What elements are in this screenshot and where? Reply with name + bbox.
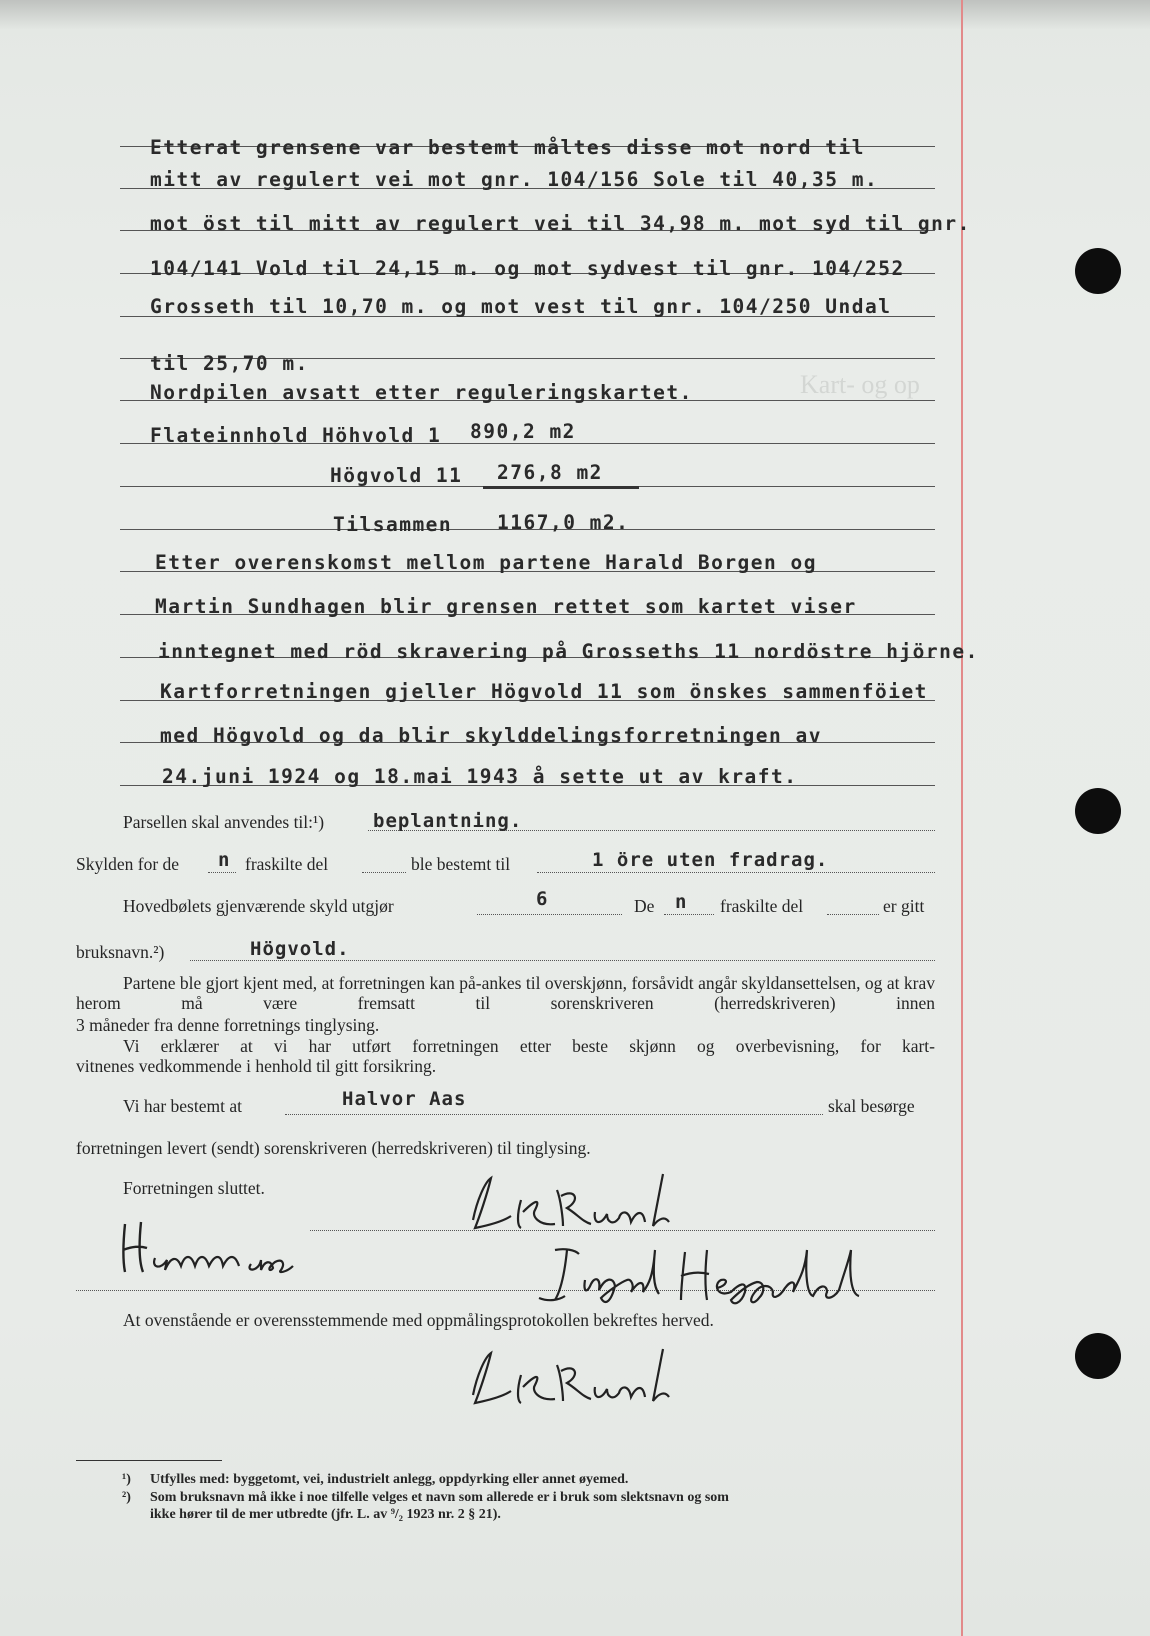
skylden-label: Skylden for de <box>76 854 180 874</box>
typed-line: Nordpilen avsatt etter reguleringskartet. <box>150 381 693 404</box>
parsell-value: beplantning. <box>373 810 523 832</box>
typed-line: mitt av regulert vei mot gnr. 104/156 Sole til 40,35 m. <box>150 168 879 191</box>
skylden-value: 1 öre uten fradrag. <box>592 849 829 871</box>
signature-ingvald-heggedal <box>535 1240 885 1310</box>
parsell-label: Parsellen skal anvendes til:¹) <box>123 812 325 832</box>
hoved-value: 6 <box>536 888 549 910</box>
bruksnavn-label: bruksnavn.²) <box>76 942 165 962</box>
skylden-n: n <box>218 849 231 871</box>
dotted-line <box>664 914 714 915</box>
declaration-paragraph-end: vitnenes vedkommende i henhold til gitt forsikring. <box>76 1056 437 1076</box>
sum-underline <box>483 486 639 489</box>
typed-line: Etterat grensene var bestemt måltes disse mot nord til <box>150 136 865 159</box>
dotted-line <box>208 872 236 873</box>
dotted-line <box>537 872 935 873</box>
footnote-1-mark: ¹) <box>122 1472 131 1487</box>
typed-line: Grosseth til 10,70 m. og mot vest til gnr. 104/250 Undal <box>150 295 892 318</box>
hoved-label: Hovedbølets gjenværende skyld utgjør <box>123 896 394 916</box>
typed-line: 24.juni 1924 og 18.mai 1943 å sette ut av kraft. <box>162 765 798 788</box>
typed-line: til 25,70 m. <box>150 352 309 375</box>
typed-line: Kartforretningen gjeller Högvold 11 som önskes sammenföiet <box>160 680 928 703</box>
punch-hole-top <box>1075 248 1121 294</box>
footnote-2-cont: ikke hører til de mer utbredte (jfr. L. av ⁹/₂ 1923 nr. 2 § 21). <box>150 1507 501 1522</box>
footnote-1: Utfylles med: byggetomt, vei, industrielt anlegg, oppdyrking eller annet øyemed. <box>150 1472 629 1487</box>
area-label-2: Högvold 11 <box>330 464 463 487</box>
appeal-paragraph: Partene ble gjort kjent med, at forretningen kan på-ankes til overskjønn, forsåvidt angår skyldansettelsen, og at krav herom må være fremsatt til sorenskriveren (herredskriveren) innen <box>76 973 935 1013</box>
typed-line: Etter overenskomst mellom partene Harald Borgen og <box>155 551 817 574</box>
bruksnavn-value: Högvold. <box>250 938 350 960</box>
footnote-2: Som bruksnavn må ikke i noe tilfelle velges et navn som allerede er i bruk som slektsnavn og som <box>150 1490 729 1505</box>
dotted-line <box>285 1114 823 1115</box>
declaration-paragraph: Vi erklærer at vi har utført forretningen etter beste skjønn og overbevisning, for kart- <box>123 1036 935 1056</box>
signature-halvor-aas <box>115 1210 305 1280</box>
typed-line: 104/141 Vold til 24,15 m. og mot sydvest til gnr. 104/252 <box>150 257 905 280</box>
signature-lk-rund <box>465 1170 685 1240</box>
levert-text: forretningen levert (sendt) sorenskriveren (herredskriveren) til tinglysing. <box>76 1138 591 1158</box>
footnote-2-mark: ²) <box>122 1490 131 1505</box>
gitt-label: er gitt <box>883 896 925 916</box>
show-through-ghost: Kart- og op <box>800 370 920 399</box>
bestemt-value: Halvor Aas <box>342 1088 467 1110</box>
page-top-shadow <box>0 0 1150 30</box>
de-label: De <box>634 896 655 916</box>
footnote-separator <box>76 1460 222 1461</box>
area-value-1: 890,2 m2 <box>470 420 576 443</box>
typed-line: inntegnet med röd skravering på Grosseths 11 nordöstre hjörne. <box>158 640 979 663</box>
red-margin-rule <box>961 0 963 1636</box>
punch-hole-bottom <box>1075 1333 1121 1379</box>
dotted-line <box>362 872 406 873</box>
dotted-line <box>190 960 935 961</box>
typed-line: med Högvold og da blir skylddelingsforretningen av <box>160 724 822 747</box>
punch-hole-middle <box>1075 788 1121 834</box>
total-value: 1167,0 m2. <box>497 511 630 534</box>
besorge-label: skal besørge <box>828 1096 915 1116</box>
dotted-line <box>827 914 879 915</box>
total-label: Tilsammen <box>333 513 453 536</box>
dotted-line <box>477 914 622 915</box>
typed-line: mot öst til mitt av regulert vei til 34,98 m. mot syd til gnr. <box>150 212 971 235</box>
area-value-2: 276,8 m2 <box>497 461 603 484</box>
appeal-paragraph-end: 3 måneder fra denne forretnings tinglysing. <box>76 1015 380 1035</box>
sluttet-text: Forretningen sluttet. <box>123 1178 265 1198</box>
skylden-mid: fraskilte del <box>245 854 329 874</box>
area-label: Flateinnhold Höhvold 1 <box>150 424 442 447</box>
typed-line: Martin Sundhagen blir grensen rettet som kartet viser <box>155 595 857 618</box>
skylden-mid2: ble bestemt til <box>411 854 511 874</box>
signature-lk-rund-2 <box>465 1345 685 1415</box>
bestemt-label: Vi har bestemt at <box>123 1096 242 1116</box>
de-n: n <box>675 891 688 913</box>
confirm-text: At ovenstående er overensstemmende med oppmålingsprotokollen bekreftes herved. <box>123 1310 714 1330</box>
fraskilte-label: fraskilte del <box>720 896 804 916</box>
